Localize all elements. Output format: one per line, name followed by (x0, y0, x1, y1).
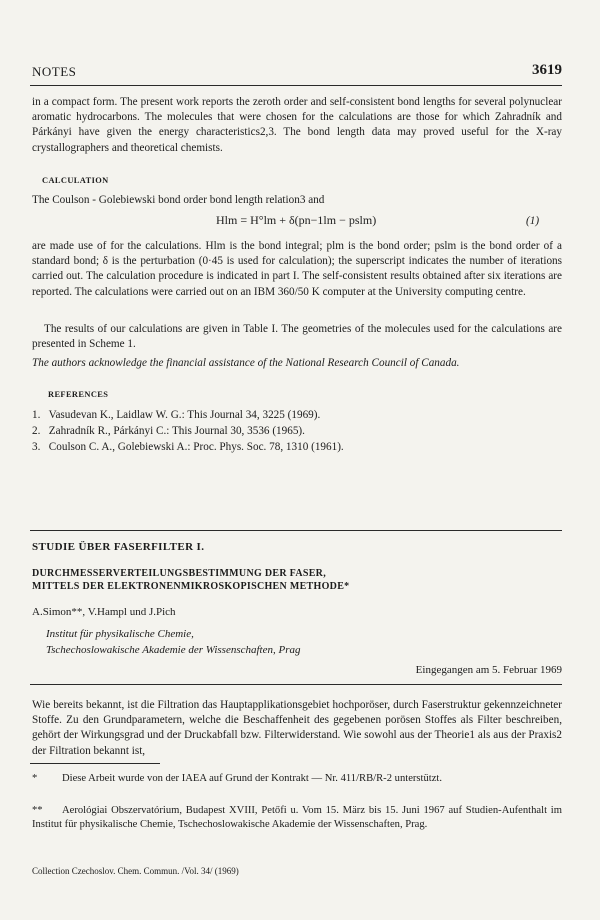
reference-number: 1. (32, 409, 41, 421)
received-date: Eingegangen am 5. Februar 1969 (415, 664, 562, 676)
calculation-body: are made use of for the calculations. Hlm is the bond integral; plm is the bond order; pslm is the bond order of a standard bond; δ is the perturbation (0·45 is used for calculation); the superscript indicates the number of iterations carried out. The calculation procedure is indicated in part I. The self-consistent results obtained after six iterations are reported. The calculations were carried out on an IBM 360/50 K computer at the University computing centre. (32, 240, 562, 298)
reference-number: 3. (32, 441, 41, 453)
affiliation (46, 627, 301, 658)
footnote-mark: ** (32, 805, 43, 816)
article-body: Wie bereits bekannt, ist die Filtration das Hauptapplikationsgebiet hochporöser, durch Faserstruktur gekennzeichneter Stoffe. Zu den Grundparametern, welche die Beschaffenheit des gegebenen porösen Stoffes als Filter beschreiben, gehört der Wirkungsgrad und der Druckabfall bzw. Filterwiderstand. Wie sowohl aus der Theorie1 als aus der Praxis2 der Filtration bekannt ist, (32, 699, 562, 757)
article-subtitle (32, 567, 349, 593)
reference-text: Coulson C. A., Golebiewski A.: Proc. Phys. Soc. 78, 1310 (1961). (48, 441, 344, 453)
section-heading-calculation: CALCULATION (42, 176, 109, 185)
reference-item (32, 440, 344, 456)
footnote-rule (30, 763, 160, 764)
reference-text: Zahradník R., Párkányi C.: This Journal 30, 3536 (1965). (48, 425, 305, 437)
abstract-rule (30, 684, 562, 685)
equation-number: (1) (526, 215, 540, 227)
running-head: NOTES (32, 64, 77, 79)
footnote-text: Aerológiai Obszervatórium, Budapest XVIII, Petőfi u. Vom 15. März bis 15. Juni 1967 auf Studien-Aufenthalt im Institut für physikalische Chemie, Tschechoslowakische Akademie der Wissenschaften, Prag. (32, 805, 562, 831)
reference-item (32, 408, 320, 424)
page-number: 3619 (532, 62, 562, 78)
calculation-lead: The Coulson - Golebiewski bond order bond length relation3 and (32, 194, 325, 206)
journal-footer: Collection Czechoslov. Chem. Commun. /Vol. 34/ (1969) (32, 866, 239, 876)
article-subtitle-line: DURCHMESSERVERTEILUNGSBESTIMMUNG DER FASER, (32, 568, 326, 579)
footnote-mark: * (32, 773, 38, 784)
reference-item (32, 424, 305, 440)
footnote-text: Diese Arbeit wurde von der IAEA auf Grund der Kontrakt — Nr. 411/RB/R-2 unterstützt. (62, 773, 443, 784)
equation: Hlm = H°lm + δ(pn−1lm − pslm) (216, 213, 377, 227)
article-title: STUDIE ÜBER FASERFILTER I. (32, 541, 205, 553)
footnote (32, 804, 562, 832)
affiliation-line: Tschechoslowakische Akademie der Wissenschaften, Prag (46, 643, 301, 656)
footnote (32, 772, 562, 786)
reference-text: Vasudevan K., Laidlaw W. G.: This Journal 34, 3225 (1969). (48, 409, 321, 421)
reference-number: 2. (32, 425, 41, 437)
authors: A.Simon**, V.Hampl und J.Pich (32, 606, 176, 618)
acknowledgement: The authors acknowledge the financial assistance of the National Research Council of Canada. (32, 357, 460, 369)
section-heading-references: REFERENCES (48, 390, 109, 399)
article-subtitle-line: MITTELS DER ELEKTRONENMIKROSKOPISCHEN METHODE* (32, 581, 350, 592)
header-rule (30, 85, 562, 86)
article-separator-rule (30, 530, 562, 531)
intro-paragraph: in a compact form. The present work reports the zeroth order and self-consistent bond lengths for several polynuclear aromatic hydrocarbons. The molecules that were chosen for the calculations are those for which Zahradník and Párkányi have given the energy characteristics2,3. The bond length data may proved useful for the X-ray crystallographers and theoretical chemists. (32, 96, 562, 154)
results-paragraph: The results of our calculations are given in Table I. The geometries of the molecules used for the calculations are presented in Scheme 1. (32, 323, 562, 351)
affiliation-line: Institut für physikalische Chemie, (46, 628, 194, 640)
